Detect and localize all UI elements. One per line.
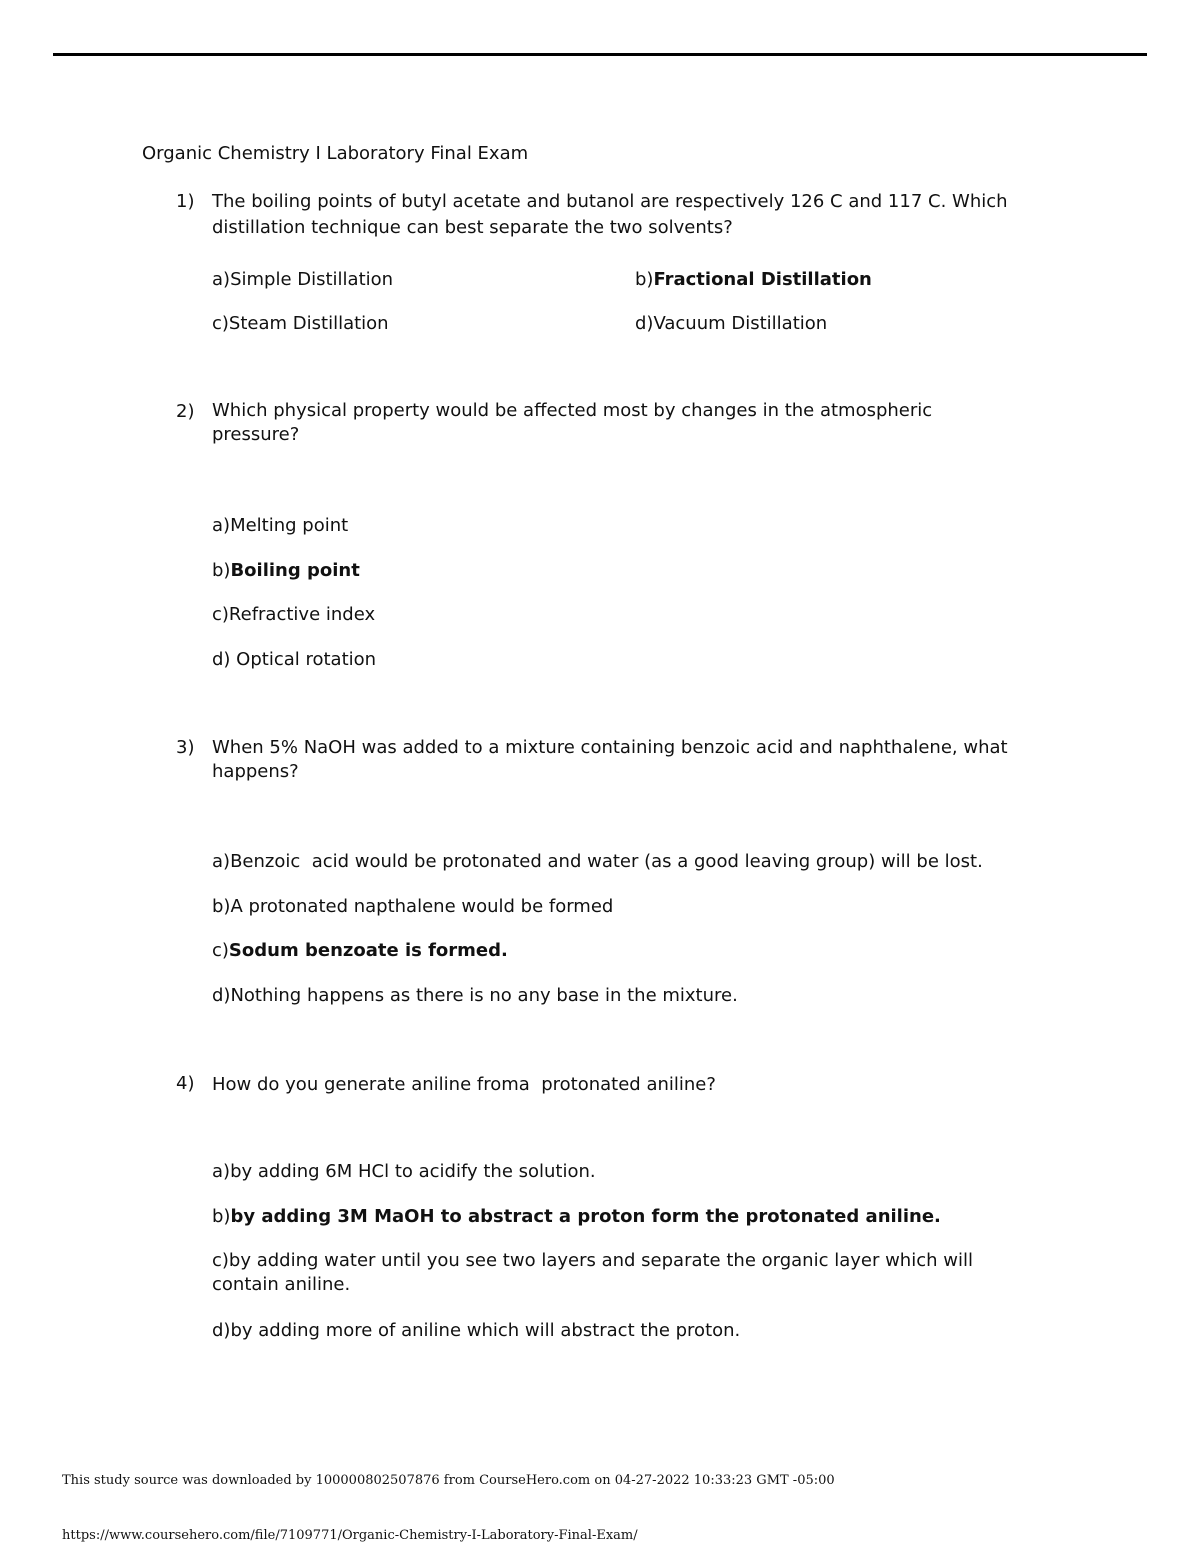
download-note: This study source was downloaded by 100000802507876 from CourseHero.com on 04-27-2022 10:33:23 GMT -05:00 [62,1473,835,1488]
option-text: Optical rotation [236,649,377,670]
option-text-correct: Fractional Distillation [653,269,872,290]
top-divider [53,53,1147,56]
exam-title: Organic Chemistry I Laboratory Final Exam [142,143,529,164]
option-label: a) [212,1161,231,1182]
option-label: c) [212,940,229,961]
question-1-text: The boiling points of butyl acetate and butanol are respectively 126 C and 117 C. Which distillation technique can best separate the two solvents? [212,191,1008,238]
option-text: Steam Distillation [228,313,389,334]
option-label: b) [212,560,231,581]
option-text: by adding 6M HCl to acidify the solution. [230,1161,596,1182]
option-label: c) [212,604,229,625]
option-label: a) [212,851,231,872]
question-2-option-b [212,559,360,583]
option-text: Nothing happens as there is no any base in the mixture. [230,985,738,1006]
option-text: by adding water until you see two layers and separate the organic layer which will contain aniline. [212,1250,973,1295]
question-1-option-c [212,312,389,336]
question-2-option-a [212,514,348,538]
option-label: b) [212,896,231,917]
question-3-option-d [212,984,738,1008]
question-4-option-c [212,1249,1032,1297]
question-2-number: 2) [176,401,195,422]
option-label: c) [212,313,229,334]
question-1-number: 1) [176,191,195,212]
question-1-option-d [635,312,827,336]
source-url-link[interactable]: https://www.coursehero.com/file/7109771/Organic-Chemistry-I-Laboratory-Final-Exam/ [62,1528,638,1543]
question-4-option-b [212,1205,941,1229]
option-text: by adding more of aniline which will abstract the proton. [230,1320,741,1341]
question-4-text: How do you generate aniline froma protonated aniline? [212,1074,716,1095]
question-1-option-b [635,268,872,292]
question-3-option-a [212,850,983,874]
question-3-text: When 5% NaOH was added to a mixture containing benzoic acid and naphthalene, what happens? [212,737,1008,782]
question-3-option-b [212,895,613,919]
option-label: d) [635,313,654,334]
question-2-option-c [212,603,375,627]
question-4-option-a [212,1160,596,1184]
option-text-correct: by adding 3M MaOH to abstract a proton form the protonated aniline. [230,1206,941,1227]
option-text: Melting point [230,515,349,536]
question-1-option-a [212,268,393,292]
option-text-correct: Sodum benzoate is formed. [228,940,508,961]
question-2-text: Which physical property would be affected most by changes in the atmospheric pressure? [212,400,933,445]
option-text: Benzoic acid would be protonated and water (as a good leaving group) will be lost. [230,851,983,872]
question-2-option-d [212,648,376,672]
option-text-correct: Boiling point [230,560,360,581]
option-label: d) [212,649,237,670]
option-label: d) [212,985,231,1006]
question-3-option-c [212,939,508,963]
option-text: A protonated napthalene would be formed [230,896,614,917]
question-4-option-d [212,1319,740,1343]
option-label: a) [212,515,231,536]
question-3-number: 3) [176,737,195,758]
option-text: Refractive index [228,604,376,625]
option-text: Simple Distillation [230,269,394,290]
option-text: Vacuum Distillation [653,313,828,334]
question-4-number: 4) [176,1073,195,1094]
option-label: c) [212,1250,229,1271]
option-label: a) [212,269,231,290]
option-label: b) [635,269,654,290]
option-label: b) [212,1206,231,1227]
option-label: d) [212,1320,231,1341]
